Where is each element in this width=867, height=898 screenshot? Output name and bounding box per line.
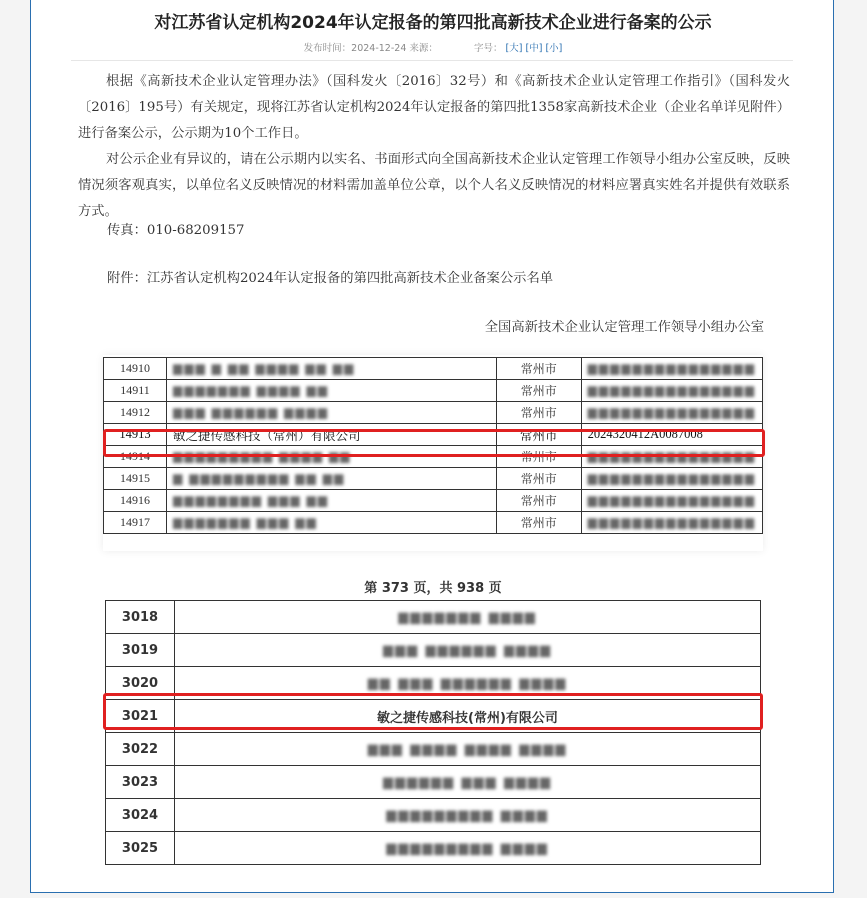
table-row bbox=[106, 766, 761, 799]
cell-num bbox=[104, 446, 167, 468]
cell-city-text: 常州市 bbox=[520, 494, 557, 508]
cell-name bbox=[175, 700, 761, 733]
cell-city-text: 常州市 bbox=[520, 472, 557, 486]
cell-code bbox=[581, 446, 762, 468]
table-row bbox=[104, 512, 763, 534]
cell-name-text: ▆▆▆▆▆▆▆▆▆ ▆▆▆▆ bbox=[386, 840, 549, 856]
paragraph-1: 根据《高新技术企业认定管理办法》（国科发火〔2016〕32号）和《高新技术企业认定管理工作指引》（国科发火〔2016〕195号）有关规定，现将江苏省认定机构2024年认定报备的第四批1358家高新技术企业（企业名单详见附件）进行备案公示，公示期为10个工作日。 bbox=[78, 74, 790, 141]
cell-num bbox=[104, 468, 167, 490]
font-size-large-link[interactable]: [大] bbox=[505, 43, 523, 54]
cell-city-text: 常州市 bbox=[520, 362, 557, 376]
cell-num-text: 3022 bbox=[121, 741, 159, 757]
cell-name bbox=[166, 468, 496, 490]
cell-name bbox=[175, 601, 761, 634]
cell-name-text: ▆▆▆▆▆▆▆▆▆ ▆▆▆▆ ▆▆ bbox=[172, 449, 352, 463]
table-row bbox=[104, 490, 763, 512]
cell-name-text: ▆▆▆ ▆ ▆▆ ▆▆▆▆ ▆▆ ▆▆ bbox=[172, 361, 356, 375]
attachment-line[interactable]: 附件：江苏省认定机构2024年认定报备的第四批高新技术企业备案公示名单 bbox=[107, 271, 554, 286]
article-meta bbox=[31, 40, 835, 54]
cell-name bbox=[175, 667, 761, 700]
cell-code bbox=[581, 358, 762, 380]
published-label: 发布时间： bbox=[303, 43, 352, 54]
cell-code bbox=[581, 512, 762, 534]
cell-num bbox=[106, 601, 175, 634]
table-row bbox=[104, 446, 763, 468]
scanned-table-2 bbox=[105, 600, 761, 865]
cell-num bbox=[106, 766, 175, 799]
cell-code-text: ▆▆▆▆▆▆▆▆▆▆▆▆▆▆▆ bbox=[587, 383, 756, 397]
published-date: 2024-12-24 bbox=[351, 43, 407, 54]
cell-num bbox=[106, 700, 175, 733]
cell-code-text: ▆▆▆▆▆▆▆▆▆▆▆▆▆▆▆ bbox=[587, 515, 756, 529]
cell-name bbox=[166, 490, 496, 512]
cell-name-text: ▆▆▆ ▆▆▆▆▆▆ ▆▆▆▆ bbox=[172, 405, 329, 419]
cell-city bbox=[496, 490, 581, 512]
cell-num bbox=[106, 634, 175, 667]
cell-num-text: 3023 bbox=[121, 774, 159, 790]
cell-city bbox=[496, 512, 581, 534]
table-row bbox=[106, 601, 761, 634]
cell-num bbox=[104, 358, 167, 380]
cell-name-text: ▆ ▆▆▆▆▆▆▆▆▆ ▆▆ ▆▆ bbox=[172, 471, 346, 485]
cell-city bbox=[496, 446, 581, 468]
font-size-label: 字号： bbox=[473, 43, 503, 54]
cell-city bbox=[496, 424, 581, 446]
cell-num-text: 14915 bbox=[119, 471, 150, 485]
table-row bbox=[104, 380, 763, 402]
cell-city bbox=[496, 402, 581, 424]
cell-name bbox=[175, 799, 761, 832]
cell-code-text: ▆▆▆▆▆▆▆▆▆▆▆▆▆▆▆ bbox=[587, 471, 756, 485]
cell-code bbox=[581, 402, 762, 424]
cell-name-text: 敏之捷传感科技（常州）有限公司 bbox=[172, 428, 361, 443]
cell-name-text: ▆▆▆▆▆▆▆ ▆▆▆▆ bbox=[398, 609, 537, 625]
cell-num-text: 14916 bbox=[119, 493, 150, 507]
cell-num-text: 3024 bbox=[121, 807, 159, 823]
table-row bbox=[104, 402, 763, 424]
cell-num-text: 14913 bbox=[119, 427, 151, 441]
cell-code-text: ▆▆▆▆▆▆▆▆▆▆▆▆▆▆▆ bbox=[587, 493, 756, 507]
cell-num bbox=[106, 667, 175, 700]
cell-name bbox=[166, 358, 496, 380]
page-counter: 第 373 页，共 938 页 bbox=[364, 581, 502, 596]
cell-name-text: ▆▆▆▆▆▆ ▆▆▆ ▆▆▆▆ bbox=[382, 774, 553, 790]
cell-name bbox=[175, 634, 761, 667]
cell-city-text: 常州市 bbox=[519, 428, 558, 443]
cell-name bbox=[166, 512, 496, 534]
cell-num-text: 3025 bbox=[121, 840, 159, 856]
paragraph-2: 对公示企业有异议的，请在公示期内以实名、书面形式向全国高新技术企业认定管理工作领导小组办公室反映，反映情况须客观真实，以单位名义反映情况的材料需加盖单位公章，以个人名义反映情况的材料应署真实姓名并提供有效联系方式。 bbox=[78, 152, 790, 219]
cell-num bbox=[106, 799, 175, 832]
cell-name bbox=[166, 402, 496, 424]
cell-city-text: 常州市 bbox=[520, 450, 557, 464]
cell-name-text: 敏之捷传感科技(常州)有限公司 bbox=[377, 710, 558, 726]
cell-city bbox=[496, 358, 581, 380]
cell-name-text: ▆▆▆▆▆▆▆ ▆▆▆▆ ▆▆ bbox=[172, 383, 329, 397]
table-row bbox=[104, 358, 763, 380]
cell-name bbox=[175, 733, 761, 766]
cell-num-text: 14911 bbox=[120, 383, 150, 397]
cell-code-text: 2024320412A0087008 bbox=[587, 427, 703, 441]
table-row bbox=[106, 799, 761, 832]
cell-code bbox=[581, 468, 762, 490]
cell-code bbox=[581, 490, 762, 512]
fax-line: 传真：010-68209157 bbox=[107, 223, 245, 238]
scanned-table-1 bbox=[103, 357, 763, 534]
cell-num bbox=[104, 490, 167, 512]
cell-num-text: 14917 bbox=[119, 515, 150, 529]
cell-code-text: ▆▆▆▆▆▆▆▆▆▆▆▆▆▆▆ bbox=[587, 405, 756, 419]
cell-name bbox=[166, 446, 496, 468]
table-row bbox=[106, 832, 761, 865]
cell-name bbox=[166, 424, 496, 446]
cell-num bbox=[104, 402, 167, 424]
table-row bbox=[104, 468, 763, 490]
cell-name-text: ▆▆▆▆▆▆▆▆ ▆▆▆ ▆▆ bbox=[172, 493, 329, 507]
cell-city-text: 常州市 bbox=[520, 406, 557, 420]
cell-num bbox=[104, 512, 167, 534]
cell-name bbox=[175, 832, 761, 865]
cell-num-text: 14912 bbox=[119, 405, 150, 419]
cell-num-text: 14910 bbox=[119, 361, 150, 375]
cell-code-text: ▆▆▆▆▆▆▆▆▆▆▆▆▆▆▆ bbox=[587, 361, 756, 375]
table-row bbox=[106, 700, 761, 733]
article-title: 对江苏省认定机构2024年认定报备的第四批高新技术企业进行备案的公示 bbox=[154, 13, 712, 33]
cell-code-text: ▆▆▆▆▆▆▆▆▆▆▆▆▆▆▆ bbox=[587, 449, 756, 463]
cell-name bbox=[166, 380, 496, 402]
cell-num bbox=[104, 424, 167, 446]
table-row bbox=[106, 667, 761, 700]
cell-code bbox=[581, 424, 762, 446]
table-row bbox=[104, 424, 763, 446]
article-frame bbox=[30, 0, 834, 893]
cell-name-text: ▆▆▆▆▆▆▆ ▆▆▆ ▆▆ bbox=[172, 515, 318, 529]
cell-name-text: ▆▆▆ ▆▆▆▆▆▆ ▆▆▆▆ bbox=[382, 642, 553, 658]
scanned-list-image-1 bbox=[103, 355, 763, 551]
cell-city bbox=[496, 380, 581, 402]
cell-name-text: ▆▆▆ ▆▆▆▆ ▆▆▆▆ ▆▆▆▆ bbox=[367, 741, 568, 757]
table-row bbox=[106, 733, 761, 766]
font-size-medium-link[interactable]: [中] bbox=[525, 43, 543, 54]
title-divider bbox=[71, 60, 793, 61]
scanned-list-image-2 bbox=[103, 565, 763, 857]
cell-name-text: ▆▆ ▆▆▆ ▆▆▆▆▆▆ ▆▆▆▆ bbox=[367, 675, 568, 691]
cell-num bbox=[104, 380, 167, 402]
cell-code bbox=[581, 380, 762, 402]
cell-city-text: 常州市 bbox=[520, 384, 557, 398]
cell-num-text: 14914 bbox=[119, 449, 150, 463]
table-row bbox=[106, 634, 761, 667]
source-label: 来源： bbox=[409, 43, 438, 54]
cell-num bbox=[106, 733, 175, 766]
cell-name bbox=[175, 766, 761, 799]
cell-num-text: 3021 bbox=[121, 708, 159, 724]
cell-num bbox=[106, 832, 175, 865]
cell-city-text: 常州市 bbox=[520, 516, 557, 530]
cell-city bbox=[496, 468, 581, 490]
cell-name-text: ▆▆▆▆▆▆▆▆▆ ▆▆▆▆ bbox=[386, 807, 549, 823]
cell-num-text: 3018 bbox=[121, 609, 159, 625]
cell-num-text: 3020 bbox=[121, 675, 159, 691]
signature-line: 全国高新技术企业认定管理工作领导小组办公室 bbox=[484, 320, 764, 335]
cell-num-text: 3019 bbox=[121, 642, 159, 658]
font-size-small-link[interactable]: [小] bbox=[545, 43, 563, 54]
